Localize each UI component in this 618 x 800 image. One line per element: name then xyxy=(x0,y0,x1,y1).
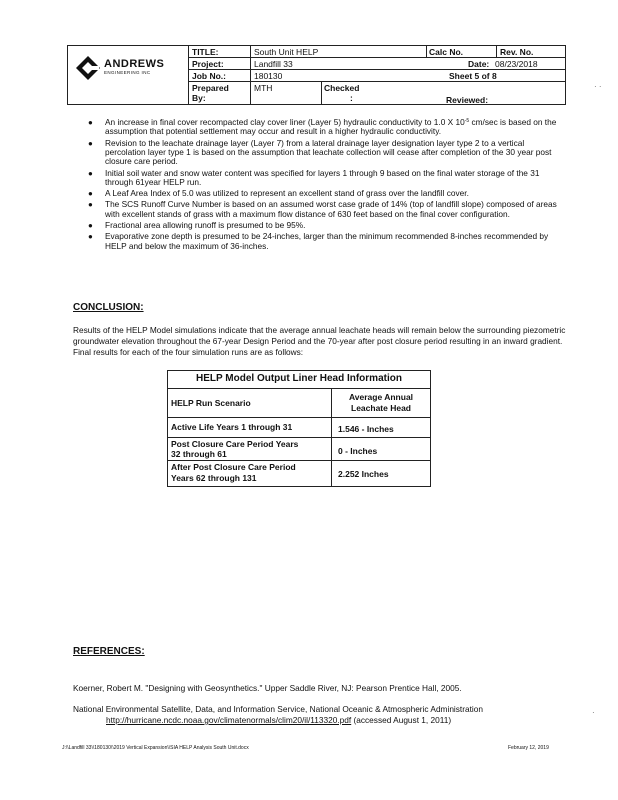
grid-line xyxy=(426,46,427,57)
bullet-icon: ● xyxy=(88,168,93,178)
list-item-text: Revision to the leachate drainage layer (Layer 7) from a lateral drainage layer designation layer type 2 to a vertical percolation layer type 1 is based on the assumption that leachate collection will cease after completion of the 30 year post closure care period. xyxy=(105,137,552,167)
table-row-3-head: 2.252 Inches xyxy=(338,469,389,479)
calc-no-label: Calc No. xyxy=(429,47,464,57)
list-item xyxy=(88,200,566,219)
bullet-icon: ● xyxy=(88,232,93,242)
checked-colon: : xyxy=(350,93,353,103)
references-heading: REFERENCES: xyxy=(73,646,145,657)
bullet-icon: ● xyxy=(88,200,93,210)
list-item-text: A Leaf Area Index of 5.0 was utilized to represent an excellent stand of grass over the landfill cover. xyxy=(105,188,469,199)
grid-line xyxy=(250,46,251,104)
date-value: 08/23/2018 xyxy=(495,59,538,69)
table-row-3-scenario-2: Years 62 through 131 xyxy=(171,473,257,483)
list-item xyxy=(88,232,566,251)
grid-line xyxy=(188,57,565,58)
list-item xyxy=(88,189,566,198)
title-block xyxy=(67,45,566,105)
table-header-scenario: HELP Run Scenario xyxy=(171,398,251,408)
list-item xyxy=(88,139,566,167)
table-row-2-scenario-2: 32 through 61 xyxy=(171,449,227,459)
list-item-text: An increase in final cover recompacted clay cover liner (Layer 5) hydraulic conductivity to 1.0 X 10 xyxy=(105,117,465,127)
grid-line xyxy=(496,46,497,57)
reviewed-label: Reviewed: xyxy=(446,95,489,105)
job-no-label: Job No.: xyxy=(192,71,226,81)
bullet-icon: ● xyxy=(88,138,93,148)
scan-artifact: · xyxy=(592,708,595,717)
reference-noaa: National Environmental Satellite, Data, and Information Service, National Oceanic & Atmospheric Administration xyxy=(73,704,483,714)
footer-file-path: J:\\Landfill 33\\180130\\2019 Vertical Expansion\\SIA HELP Analysis South Unit.docx xyxy=(62,745,249,751)
reference-noaa-accessed: (accessed August 1, 2011) xyxy=(351,715,452,725)
table-line xyxy=(168,417,430,418)
noaa-link[interactable]: http://hurricane.ncdc.noaa.gov/climatenormals/clim20/il/113320.pdf xyxy=(106,715,352,725)
list-item xyxy=(88,118,566,137)
table-line xyxy=(168,460,430,461)
bullet-icon: ● xyxy=(88,189,93,199)
prepared-by-value: MTH xyxy=(254,83,273,93)
list-item xyxy=(88,169,566,188)
reference-noaa-link-line xyxy=(106,715,451,726)
table-row-3-scenario: After Post Closure Care Period xyxy=(171,462,296,472)
company-logo xyxy=(68,46,189,104)
date-label: Date: xyxy=(468,59,490,69)
list-item-text: Fractional area allowing runoff is presumed to be 95%. xyxy=(105,220,306,231)
table-header-head-1: Average Annual xyxy=(348,392,414,402)
table-row-2-head: 0 - Inches xyxy=(338,446,378,456)
checked-label: Checked xyxy=(324,83,360,93)
list-item xyxy=(88,221,566,230)
table-title: HELP Model Output Liner Head Information xyxy=(196,373,402,384)
title-value: South Unit HELP xyxy=(254,47,319,57)
list-item-text: Evaporative zone depth is presumed to be 24-inches, larger than the minimum recommended 8-inches recommended by HELP and below the maximum of 36-inches. xyxy=(105,231,549,251)
list-item-text: The SCS Runoff Curve Number is based on an assumed worst case grade of 14% (top of landfill slope) composed of areas with excellent stands of grass with a maximum flow distance of 630 feet based on the final cover configuration. xyxy=(105,199,557,219)
company-subtitle: ENGINEERING INC xyxy=(104,70,151,75)
title-label: TITLE: xyxy=(192,47,219,57)
bullet-icon: ● xyxy=(88,118,93,127)
assumptions-list xyxy=(88,118,566,253)
table-line xyxy=(168,437,430,438)
project-label: Project: xyxy=(192,59,224,69)
scan-artifact: · · xyxy=(594,82,602,91)
table-header-head-2: Leachate Head xyxy=(351,403,411,413)
list-item-text: Initial soil water and snow water content was specified for layers 1 through 9 based on the final water storage of the 31 through 61year HELP run. xyxy=(105,167,540,188)
conclusion-heading: CONCLUSION: xyxy=(73,302,144,313)
table-row-1-head: 1.546 - Inches xyxy=(338,424,394,434)
prepared-by-label-2: By: xyxy=(192,93,206,103)
project-value: Landfill 33 xyxy=(254,59,293,69)
list-item-text-cont: cm/sec is based on the assumption that potential settlement may occur and result in a higher hydraulic conductivity. xyxy=(105,117,557,137)
table-row-2-scenario: Post Closure Care Period Years xyxy=(171,439,299,449)
footer-date: February 12, 2019 xyxy=(508,745,549,751)
prepared-by-label: Prepared xyxy=(192,83,229,93)
liner-head-table xyxy=(167,370,431,487)
andrews-logo-icon xyxy=(75,55,101,81)
company-name: ANDREWS xyxy=(104,58,165,70)
conclusion-paragraph: Results of the HELP Model simulations indicate that the average annual leachate heads will remain below the surrounding piezometric groundwater elevation throughout the 67-year Design Period and the 70-year after post closure period resulting in an inward gradient. Final results for each of the four simulation runs are as follows: xyxy=(73,325,566,358)
grid-line xyxy=(188,81,565,82)
job-no-value: 180130 xyxy=(254,71,283,81)
title-block-grid xyxy=(188,46,565,104)
grid-line xyxy=(188,69,565,70)
table-row-1-scenario: Active Life Years 1 through 31 xyxy=(171,422,293,432)
grid-line xyxy=(321,81,322,104)
bullet-icon: ● xyxy=(88,221,93,231)
superscript: -5 xyxy=(464,118,470,124)
table-line xyxy=(168,388,430,389)
reference-koerner: Koerner, Robert M. "Designing with Geosynthetics." Upper Saddle River, NJ: Pearson Prentice Hall, 2005. xyxy=(73,683,462,693)
rev-no-label: Rev. No. xyxy=(500,47,534,57)
sheet-number: Sheet 5 of 8 xyxy=(449,71,497,81)
